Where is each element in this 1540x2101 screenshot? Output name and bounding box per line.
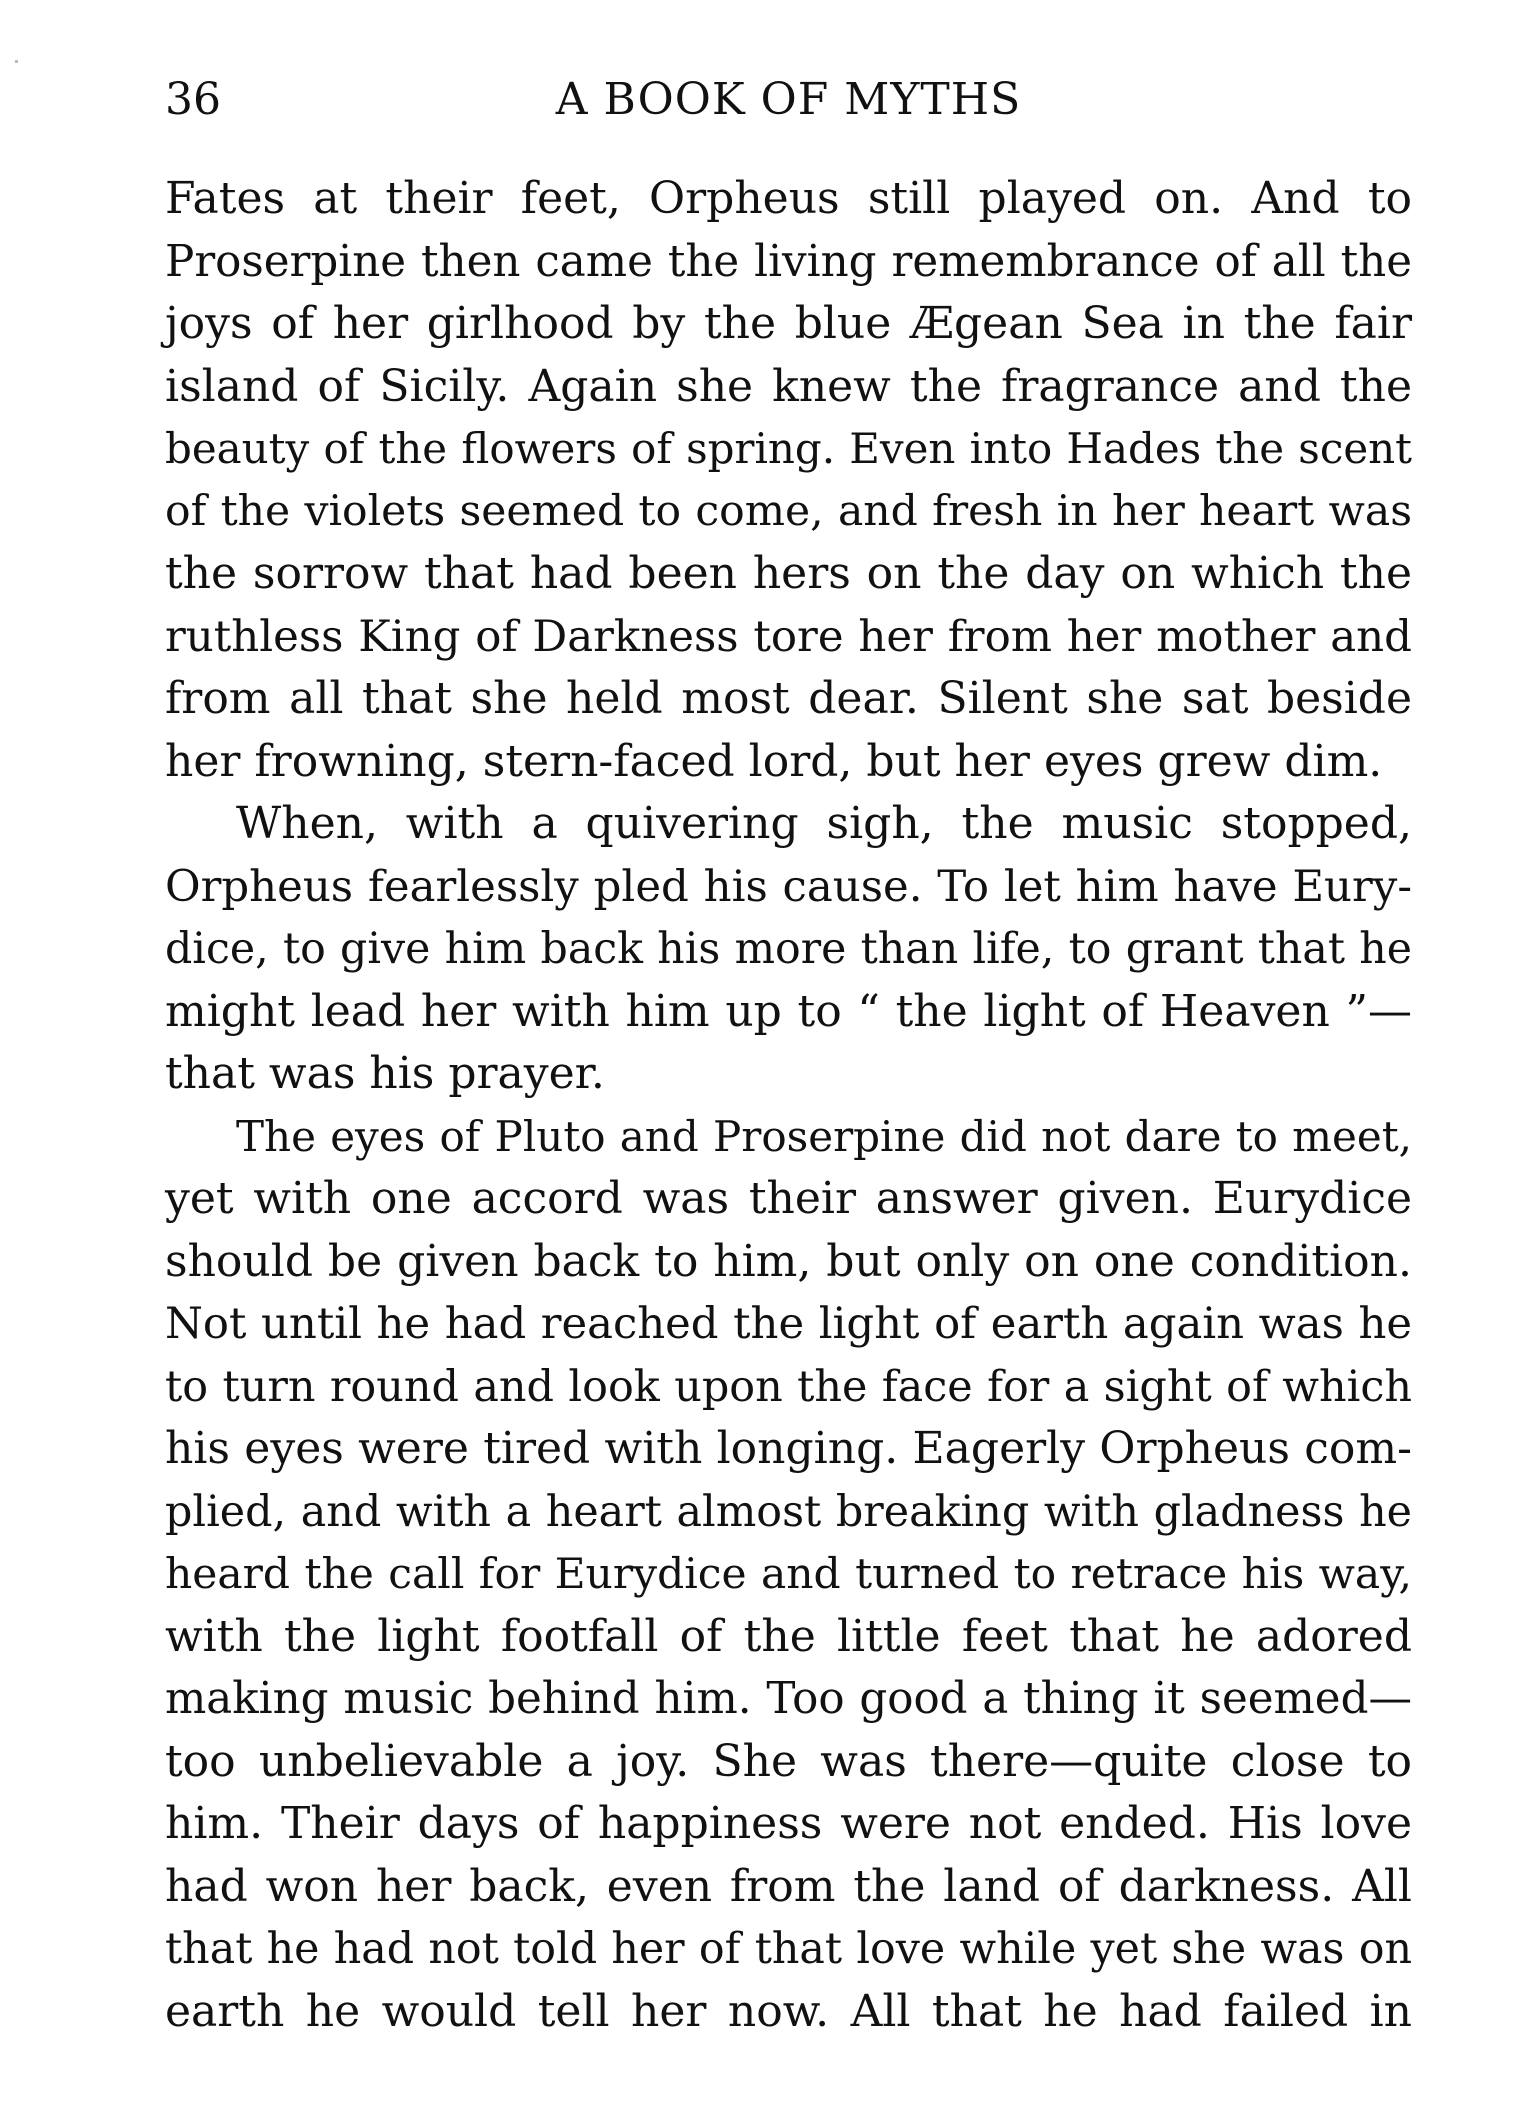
text-line: that was his prayer. bbox=[165, 1048, 605, 1099]
text-line: beauty of the flowers of spring. Even into Hades the scent bbox=[165, 424, 1412, 473]
body-text bbox=[165, 168, 1412, 2043]
text-line: heard the call for Eurydice and turned to retrace his way, bbox=[165, 1549, 1412, 1598]
text-line: that he had not told her of that love while yet she was on bbox=[165, 1924, 1412, 1974]
text-line: yet with one accord was their answer given. Eurydice bbox=[165, 1173, 1412, 1224]
text-line: her frowning, stern-faced lord, but her eyes grew dim. bbox=[165, 735, 1383, 787]
text-line: Orpheus fearlessly pled his cause. To let him have Eury- bbox=[165, 861, 1412, 912]
text-line: of the violets seemed to come, and fresh in her heart was bbox=[165, 486, 1412, 536]
text-line: to turn round and look upon the face for a sight of which bbox=[165, 1361, 1412, 1412]
text-line: island of Sicily. Again she knew the fragrance and the bbox=[165, 360, 1412, 412]
text-line: plied, and with a heart almost breaking with gladness he bbox=[165, 1486, 1412, 1537]
running-head bbox=[165, 70, 1412, 130]
text-line: had won her back, even from the land of darkness. All bbox=[165, 1860, 1412, 1912]
text-line: from all that she held most dear. Silent she sat beside bbox=[165, 673, 1412, 724]
text-line: joys of her girlhood by the blue Ægean Sea in the fair bbox=[165, 298, 1412, 349]
text-line: the sorrow that had been hers on the day on which the bbox=[165, 548, 1412, 599]
text-line: The eyes of Pluto and Proserpine did not dare to meet, bbox=[236, 1111, 1412, 1161]
text-line: dice, to give him back his more than life, to grant that he bbox=[165, 924, 1412, 974]
text-line: with the light footfall of the little feet that he adored bbox=[165, 1610, 1412, 1662]
text-line: Fates at their feet, Orpheus still played on. And to bbox=[165, 173, 1412, 224]
text-line: making music behind him. Too good a thing it seemed— bbox=[165, 1674, 1412, 1724]
text-line: Proserpine then came the living remembrance of all the bbox=[165, 236, 1412, 287]
text-line: earth he would tell her now. All that he had failed in bbox=[165, 1985, 1412, 2037]
book-title: A BOOK OF MYTHS bbox=[555, 74, 1022, 125]
text-line: should be given back to him, but only on one condition. bbox=[165, 1235, 1412, 1287]
text-line: When, with a quivering sigh, the music stopped, bbox=[236, 798, 1412, 849]
text-line: might lead her with him up to “ the light of Heaven ”— bbox=[165, 985, 1412, 1037]
text-line: Not until he had reached the light of earth again was he bbox=[165, 1299, 1412, 1349]
text-line: him. Their days of happiness were not ended. His love bbox=[165, 1798, 1412, 1849]
text-line: too unbelievable a joy. She was there—quite close to bbox=[165, 1735, 1412, 1787]
text-line: his eyes were tired with longing. Eagerly Orpheus com- bbox=[165, 1423, 1412, 1474]
scan-speck bbox=[15, 60, 18, 63]
page-number: 36 bbox=[165, 74, 221, 125]
text-line: ruthless King of Darkness tore her from her mother and bbox=[165, 611, 1412, 662]
